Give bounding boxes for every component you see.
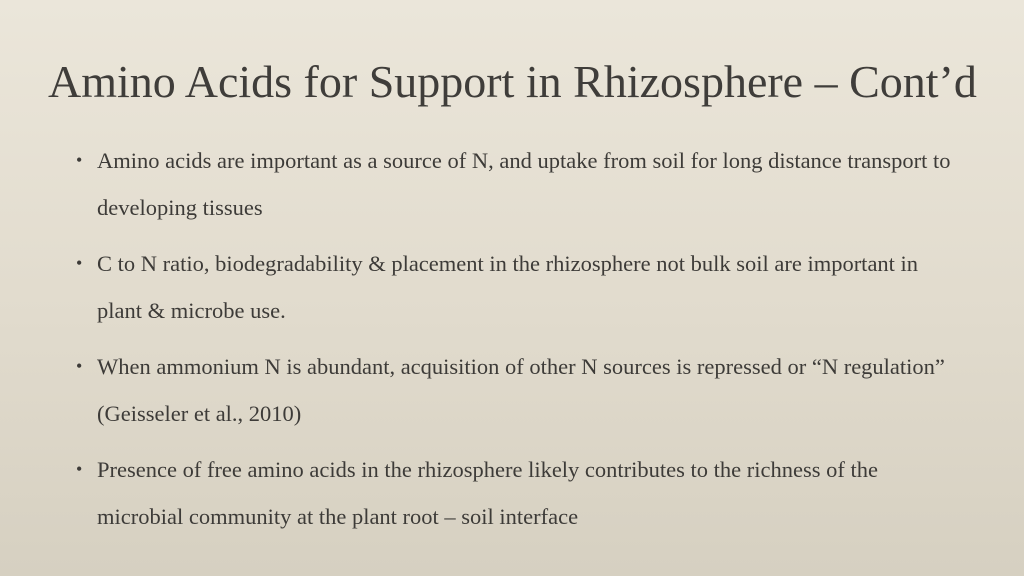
bullet-icon: •: [76, 253, 83, 273]
bullet-icon: •: [76, 150, 83, 170]
bullet-icon: •: [76, 356, 83, 376]
bullet-text: C to N ratio, biodegradability & placement in the rhizosphere not bulk soil are important in plant & microbe use.: [97, 251, 919, 323]
bullet-item: [74, 137, 964, 231]
bullet-item: [74, 446, 964, 540]
bullet-item: [74, 240, 964, 334]
bullet-list: [74, 137, 964, 549]
bullet-item: [74, 343, 964, 437]
slide-title: Amino Acids for Support in Rhizosphere – Cont’d: [48, 56, 977, 107]
bullet-text: When ammonium N is abundant, acquisition of other N sources is repressed or “N regulation” (Geisseler et al., 2010): [97, 354, 945, 426]
bullet-icon: •: [76, 459, 83, 479]
bullet-text: Presence of free amino acids in the rhizosphere likely contributes to the richness of the microbial community at the plant root – soil interface: [97, 457, 878, 529]
bullet-text: Amino acids are important as a source of N, and uptake from soil for long distance transport to developing tissues: [97, 148, 951, 220]
